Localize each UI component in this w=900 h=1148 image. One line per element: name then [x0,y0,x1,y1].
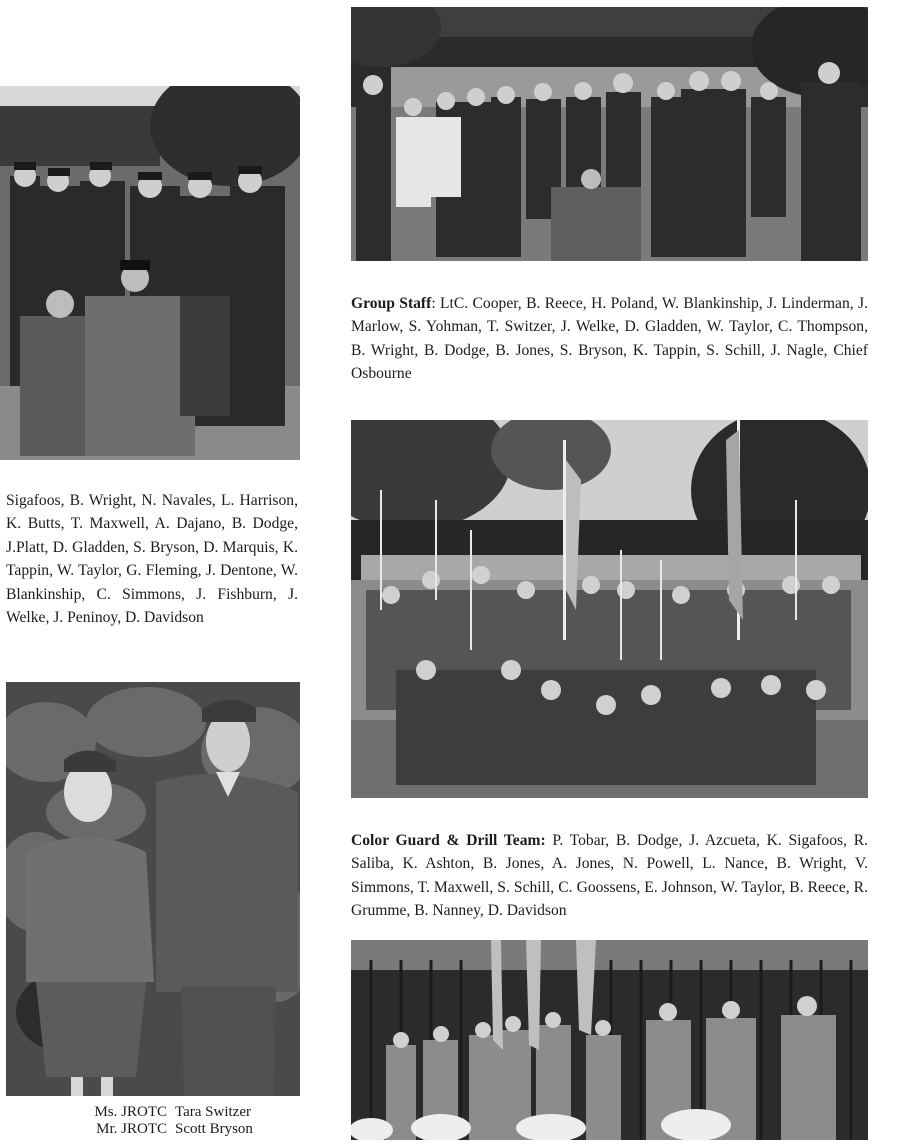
caption-color-guard [351,829,868,923]
caption-group-staff-names: : LtC. Cooper, B. Reece, H. Poland, W. Blankinship, J. Linderman, J. Marlow, S. Yohman, T. Switzer, J. Welke, D. Gladden, W. Taylor, C. Thompson, B. Wright, B. Dodge, B. Jones, S. Bryson, K. Tappin, S. Schill, J. Nagle, Chief Osbourne [351,295,868,383]
caption-mr-jrotc-row [40,1121,320,1138]
photo-ms-mr-jrotc [6,682,300,1096]
photo-cadets-left [0,86,300,460]
mr-jrotc-name: Scott Bryson [175,1121,253,1137]
caption-group-staff [351,292,868,386]
caption-ms-mr-jrotc [40,1104,320,1138]
photo-stage-ceremony [351,940,868,1140]
mr-jrotc-title: Mr. JROTC [96,1121,167,1137]
photo-color-guard-drill-team [351,420,868,798]
ms-jrotc-title: Ms. JROTC [94,1104,167,1120]
caption-ms-jrotc-row [40,1104,320,1121]
caption-color-guard-names: P. Tobar, B. Dodge, J. Azcueta, K. Sigafoos, R. Saliba, K. Ashton, B. Jones, A. Jones, N. Powell, L. Nance, B. Wright, V. Simmons, T. Maxwell, S. Schill, C. Goossens, E. Johnson, W. Taylor, B. Reece, R. Grumme, B. Nanney, D. Davidson [351,832,868,920]
caption-group-staff-label: Group Staff [351,295,432,312]
caption-color-guard-label: Color Guard & Drill Team: [351,832,546,849]
photo-group-staff [351,7,868,261]
ms-jrotc-name: Tara Switzer [175,1104,251,1120]
caption-cadets-left: Sigafoos, B. Wright, N. Navales, L. Harrison, K. Butts, T. Maxwell, A. Dajano, B. Dodge, J.Platt, D. Gladden, S. Bryson, D. Marquis, K. Tappin, W. Taylor, G. Fleming, J. Dentone, W. Blankinship, C. Simmons, J. Fishburn, J. Welke, J. Peninoy, D. Davidson [6,492,298,627]
